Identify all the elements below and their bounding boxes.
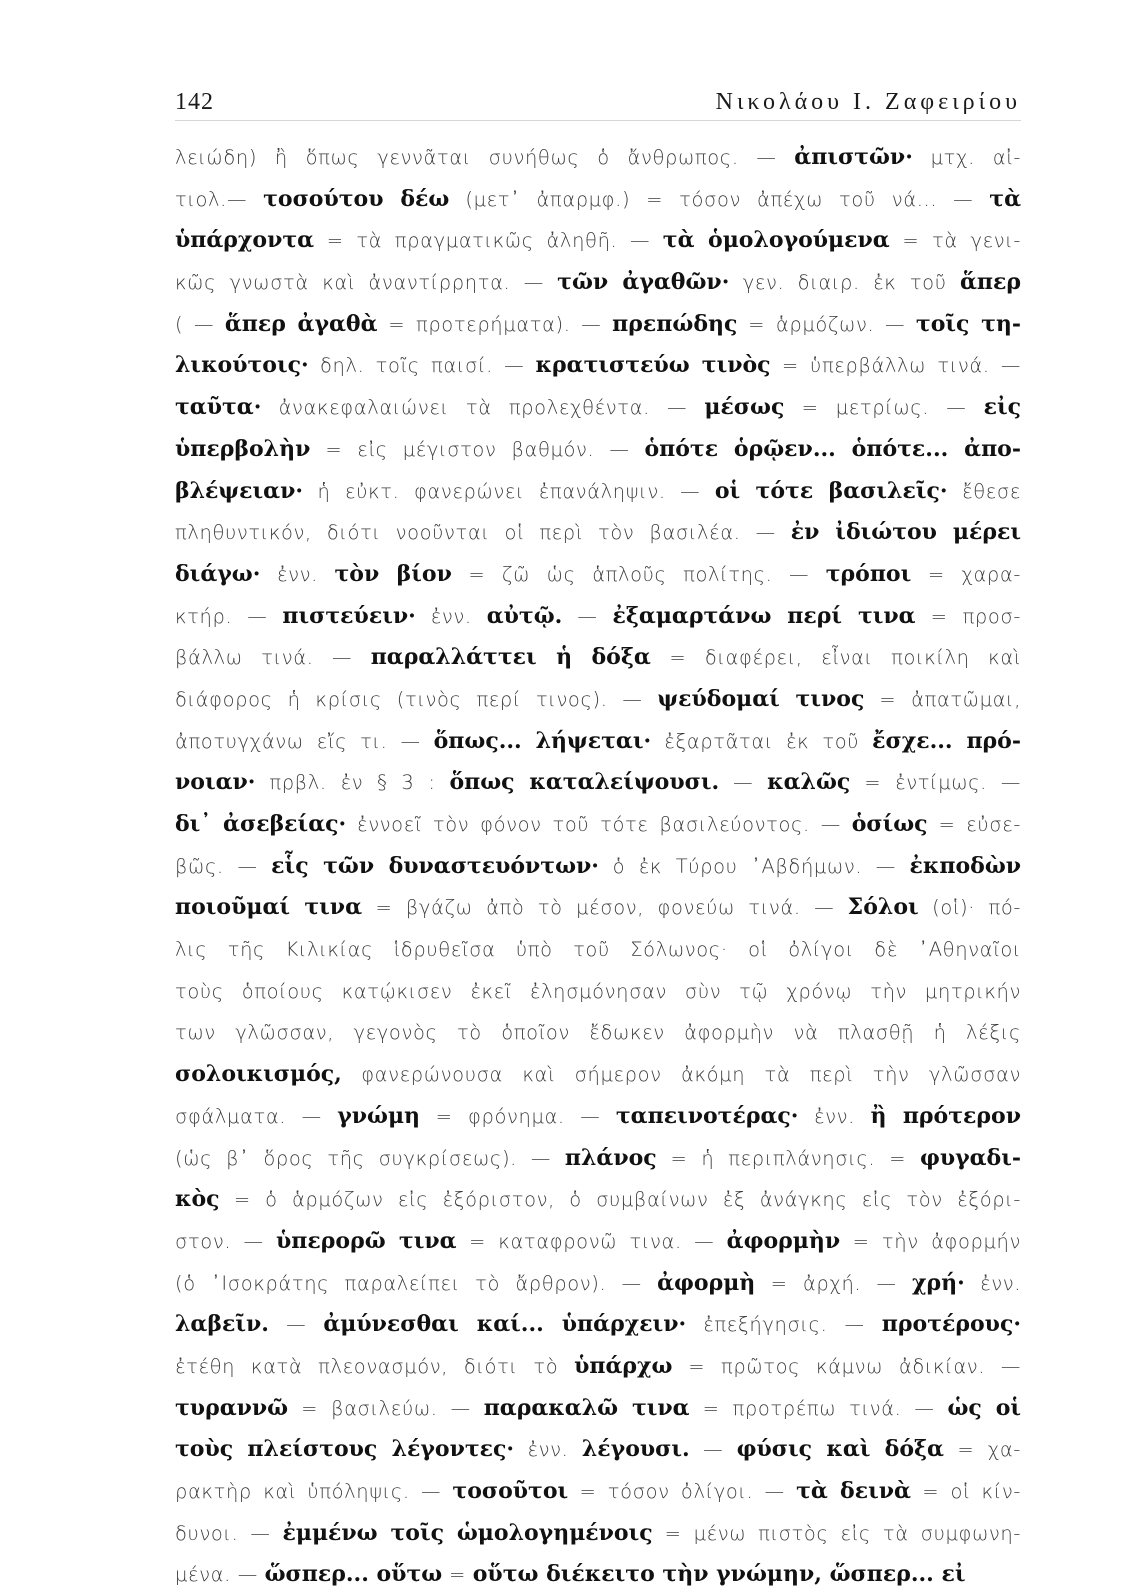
lemma: διάγω· — [175, 560, 261, 587]
commentary-text — [175, 137, 1021, 1596]
lemma: τοὺς πλείστους λέγοντες· — [175, 1436, 515, 1463]
gloss: = οἱ κίν- — [910, 1480, 1021, 1503]
text-line — [175, 846, 1021, 888]
lemma: ἀμύνεσθαι καί... ὑπάρχειν· — [323, 1311, 687, 1338]
text-line — [175, 429, 1021, 471]
gloss: = τὰ πραγματικῶς ἀληθῆ. — — [314, 229, 663, 253]
text-line — [175, 804, 1021, 846]
text-line — [175, 1429, 1021, 1471]
lemma: ὥσπερ... οὕτω — [264, 1561, 443, 1588]
gloss: πληθυντικόν, διότι νοοῦνται οἱ περὶ τὸν βασιλέα. — — [175, 521, 791, 545]
gloss: ἐνν. — [798, 1104, 871, 1128]
lemma: τῶν ἀγαθῶν· — [557, 269, 730, 296]
text-line — [175, 304, 1021, 346]
text-line — [175, 887, 1021, 929]
text-line — [175, 554, 1021, 596]
lemma: χρή· — [911, 1269, 965, 1296]
lemma: λικούτοις· — [175, 352, 309, 379]
gloss: κῶς γνωστὰ καὶ ἀναντίρρητα. — — [175, 271, 558, 295]
text-line — [175, 1012, 1021, 1054]
lemma: τοσοῦτοι — [452, 1478, 569, 1504]
lemma: πλάνος — [564, 1144, 657, 1171]
gloss: = ἀπατῶμαι, — [864, 687, 1021, 711]
gloss: = βασιλεύω. — — [288, 1396, 484, 1420]
lemma: λαβεῖν. — [175, 1311, 269, 1338]
text-line — [175, 1554, 1021, 1596]
lemma: εἷς τῶν δυναστευόντων· — [271, 852, 599, 879]
page-header — [175, 80, 1021, 121]
lemma: ὑπάρχοντα — [175, 227, 315, 254]
gloss: (ὁ ᾿Ισοκράτης παραλείπει τὸ ἄρθρον). — — [175, 1271, 658, 1295]
gloss: (μετ᾽ ἀπαρμφ.) = τόσον ἀπέχω τοῦ νά... — — [449, 187, 990, 211]
lemma: ἐμμένω τοῖς ὡμολογημένοις — [282, 1519, 653, 1546]
lemma: ἐκποδὼν — [909, 852, 1021, 879]
gloss: = ἡ περιπλάνησις. = — [656, 1146, 920, 1170]
gloss: βάλλω τινά. — — [175, 646, 371, 670]
gloss: ἔθεσε — [947, 479, 1021, 503]
lemma: ἀφορμὴν — [726, 1227, 841, 1254]
running-head: Νικολάου Ι. Ζαφειρίου — [715, 89, 1021, 115]
lemma: ὑπάρχω — [574, 1352, 673, 1379]
lemma: παραλλάττει ἡ δόξα — [370, 644, 651, 671]
lemma: ψεύδομαί τινος — [657, 685, 865, 712]
gloss: — — [562, 604, 613, 628]
lemma: ὅπως καταλείψουσι. — [449, 769, 720, 796]
lemma: ἐν ἰδιώτου μέρει — [790, 519, 1021, 546]
lemma: τὸν βίον — [334, 560, 452, 587]
gloss: = εὐσε- — [927, 813, 1021, 836]
lemma: τὰ — [989, 185, 1021, 212]
text-line — [175, 1388, 1021, 1430]
gloss: = τὰ γενι- — [889, 229, 1021, 253]
gloss: κτήρ. — — [175, 604, 283, 628]
lemma: τὰ δεινὰ — [796, 1478, 911, 1504]
gloss: λις τῆς Κιλικίας ἱδρυθεῖσα ὑπὸ τοῦ Σόλωνος· οἱ ὀλίγοι δὲ ᾿Αθηναῖοι — [175, 938, 1021, 962]
gloss: = μετρίως. — — [784, 396, 984, 420]
gloss: ἐνν. — [415, 604, 487, 628]
text-line — [175, 1513, 1021, 1555]
gloss: μένα. — — [175, 1563, 265, 1587]
lemma: γνώμη — [337, 1102, 421, 1129]
lemma: κρατιστεύω τινὸς — [535, 352, 771, 379]
lemma: ὑπερβολὴν — [175, 435, 311, 462]
text-line — [175, 1471, 1021, 1513]
gloss: διάφορος ἡ κρίσις (τινὸς περί τινος). — — [175, 687, 658, 711]
gloss: ἀποτυγχάνω εἴς τι. — — [175, 729, 434, 753]
gloss: ἡ εὐκτ. φανερώνει ἐπανάληψιν. — — [303, 479, 715, 503]
lemma: ἅπερ ἀγαθὰ — [224, 310, 378, 337]
gloss: = φρόνημα. — — [420, 1104, 616, 1128]
lemma: ἅπερ — [959, 269, 1021, 296]
gloss: πρβλ. ἐν § 3 : — [255, 771, 450, 795]
gloss: ἐπεξήγησις. — — [686, 1313, 882, 1337]
gloss: στον. — — [175, 1229, 277, 1253]
gloss: των γλῶσσαν, γεγονὸς τὸ ὁποῖον ἔδωκεν ἀφορμὴν νὰ πλασθῇ ἡ λέξις — [175, 1021, 1021, 1045]
gloss: — — [689, 1438, 737, 1462]
gloss: ἐννοεῖ τὸν φόνον τοῦ τότε βασιλεύοντος. — — [346, 813, 852, 836]
lemma: ἢ πρότερον — [870, 1102, 1021, 1129]
gloss: ἐξαρτᾶται ἐκ τοῦ — [651, 729, 873, 753]
lemma: τοῖς τη- — [915, 310, 1021, 337]
gloss: ρακτὴρ καὶ ὑπόληψις. — — [175, 1480, 453, 1503]
gloss: = προτρέπω τινά. — — [689, 1396, 948, 1420]
text-line — [175, 721, 1021, 763]
text-line — [175, 1346, 1021, 1388]
text-line — [175, 512, 1021, 554]
gloss: τιολ.— — [175, 187, 264, 211]
gloss: = ὁ ἁρμόζων εἰς ἐξόριστον, ὁ συμβαίνων ἐξ ἀνάγκης εἰς τὸν ἐξόρι- — [219, 1188, 1021, 1212]
text-line — [175, 262, 1021, 304]
lemma: λέγουσι. — [581, 1436, 690, 1463]
lemma: νοιαν· — [175, 769, 256, 796]
gloss: βῶς. — — [175, 854, 272, 878]
page-number: 142 — [175, 89, 214, 115]
gloss: μτχ. αἰ- — [912, 146, 1021, 169]
lemma: σολοικισμός, — [175, 1061, 342, 1088]
lemma: ταῦτα· — [175, 394, 262, 421]
gloss: = πρῶτος κάμνω ἀδικίαν. — — [672, 1354, 1021, 1378]
lemma: ἀφορμὴ — [657, 1269, 756, 1296]
lemma: καλῶς — [767, 769, 851, 796]
gloss: = ὑπερβάλλω τινά. — — [770, 354, 1021, 378]
lemma: ἐξαμαρτάνω περί τινα — [612, 602, 916, 629]
lemma: εἰς — [983, 394, 1021, 421]
gloss: ἀνακεφαλαιώνει τὰ προλεχθέντα. — — [261, 396, 705, 420]
text-line — [175, 1138, 1021, 1180]
lemma: φύσις καὶ δόξα — [736, 1436, 944, 1463]
gloss: = εἰς μέγιστον βαθμόν. — — [310, 437, 645, 461]
lemma: ποιοῦμαί τινα — [175, 894, 362, 921]
gloss: δηλ. τοῖς παισί. — — [308, 354, 536, 378]
gloss: σφάλματα. — — [175, 1104, 338, 1128]
text-line — [175, 929, 1021, 971]
text-line — [175, 637, 1021, 679]
lemma: τυραννῶ — [175, 1394, 289, 1421]
text-line — [175, 179, 1021, 221]
lemma: ὡς οἱ — [947, 1394, 1021, 1421]
lemma: φυγαδι- — [919, 1144, 1021, 1171]
lemma: δι᾽ ἀσεβείας· — [175, 811, 347, 837]
gloss: = προσ- — [915, 604, 1021, 628]
gloss: = βγάζω ἀπὸ τὸ μέσον, φονεύω τινά. — — [362, 896, 848, 920]
gloss: φανερώνουσα καὶ σήμερον ἀκόμη τὰ περὶ τὴν γλῶσσαν — [341, 1063, 1021, 1087]
gloss: = μένω πιστὸς εἰς τὰ συμφωνη- — [652, 1521, 1021, 1545]
gloss: — — [268, 1313, 324, 1337]
lemma: οὕτω διέκειτο τὴν γνώμην, ὥσπερ... εἰ — [472, 1561, 966, 1588]
gloss: = προτερήματα). — — [377, 312, 613, 336]
gloss: (οἱ)· πό- — [918, 896, 1021, 920]
lemma: τοσούτου δέω — [263, 185, 450, 212]
lemma: κὸς — [175, 1186, 220, 1213]
gloss: ἐνν. — [260, 562, 335, 586]
text-line — [175, 1304, 1021, 1346]
gloss: = τὴν ἀφορμήν — [840, 1229, 1021, 1253]
lemma: πιστεύειν· — [282, 602, 416, 629]
lemma: βλέψειαν· — [175, 477, 303, 504]
gloss: λειώδη) ἢ ὅπως γεννᾶται συνήθως ὁ ἄνθρωπος. — — [175, 146, 795, 169]
text-line — [175, 971, 1021, 1013]
text-line — [175, 137, 1021, 179]
lemma: ὁπότε ὁρῷεν... ὁπότε... ἀπο- — [644, 435, 1021, 462]
gloss: = διαφέρει, εἶναι ποικίλη καὶ — [650, 646, 1021, 670]
lemma: οἱ τότε βασιλεῖς· — [714, 477, 948, 504]
gloss: = τόσον ὀλίγοι. — — [568, 1480, 797, 1503]
gloss: ( — — [175, 312, 225, 336]
gloss: (ὡς β᾽ ὅρος τῆς συγκρίσεως). — — [175, 1146, 565, 1170]
text-line — [175, 1221, 1021, 1263]
text-line — [175, 762, 1021, 804]
lemma: ὁσίως — [851, 811, 928, 837]
text-line — [175, 1054, 1021, 1096]
gloss: = χαρα- — [911, 562, 1021, 586]
gloss: γεν. διαιρ. ἐκ τοῦ — [729, 271, 960, 295]
gloss: ὁ ἐκ Τύρου ᾿Αβδήμων. — — [598, 854, 910, 878]
gloss: = ζῶ ὡς ἁπλοῦς πολίτης. — — [451, 562, 826, 586]
gloss: = ἀρχή. — — [755, 1271, 912, 1295]
text-line — [175, 220, 1021, 262]
lemma: τρόποι — [825, 560, 912, 587]
gloss: ἐνν. — [964, 1271, 1021, 1295]
gloss: ἐτέθη κατὰ πλεονασμόν, διότι τὸ — [175, 1354, 575, 1378]
text-line — [175, 1096, 1021, 1138]
gloss: τοὺς ὁποίους κατῴκισεν ἐκεῖ ἐλησμόνησαν σὺν τῷ χρόνῳ τὴν μητρικήν — [175, 979, 1021, 1003]
lemma: ἔσχε... πρό- — [872, 727, 1021, 754]
lemma: πρεπώδης — [612, 310, 738, 337]
lemma: αὐτῷ. — [486, 602, 563, 629]
lemma: ἀπιστῶν· — [794, 144, 913, 170]
lemma: προτέρους· — [881, 1311, 1021, 1338]
lemma: ὑπερορῶ τινα — [276, 1227, 457, 1254]
gloss: ἐνν. — [514, 1438, 582, 1462]
lemma: ὅπως... λήψεται· — [433, 727, 652, 754]
gloss: δυνοι. — — [175, 1521, 283, 1545]
text-line — [175, 1179, 1021, 1221]
text-line — [175, 471, 1021, 513]
gloss: — — [719, 771, 768, 795]
gloss: = ἐντίμως. — — [850, 771, 1021, 795]
lemma: τὰ ὁμολογούμενα — [662, 227, 890, 254]
gloss: = — [442, 1563, 473, 1587]
text-line — [175, 596, 1021, 638]
text-line — [175, 679, 1021, 721]
text-line — [175, 1263, 1021, 1305]
lemma: ταπεινοτέρας· — [615, 1102, 799, 1129]
lemma: μέσως — [704, 394, 785, 421]
lemma: παρακαλῶ τινα — [483, 1394, 690, 1421]
gloss: = ἁρμόζων. — — [737, 312, 916, 336]
text-line — [175, 387, 1021, 429]
lemma: Σόλοι — [847, 894, 919, 921]
gloss: = καταφρονῶ τινα. — — [456, 1229, 727, 1253]
gloss: = χα- — [944, 1438, 1021, 1462]
text-line — [175, 345, 1021, 387]
